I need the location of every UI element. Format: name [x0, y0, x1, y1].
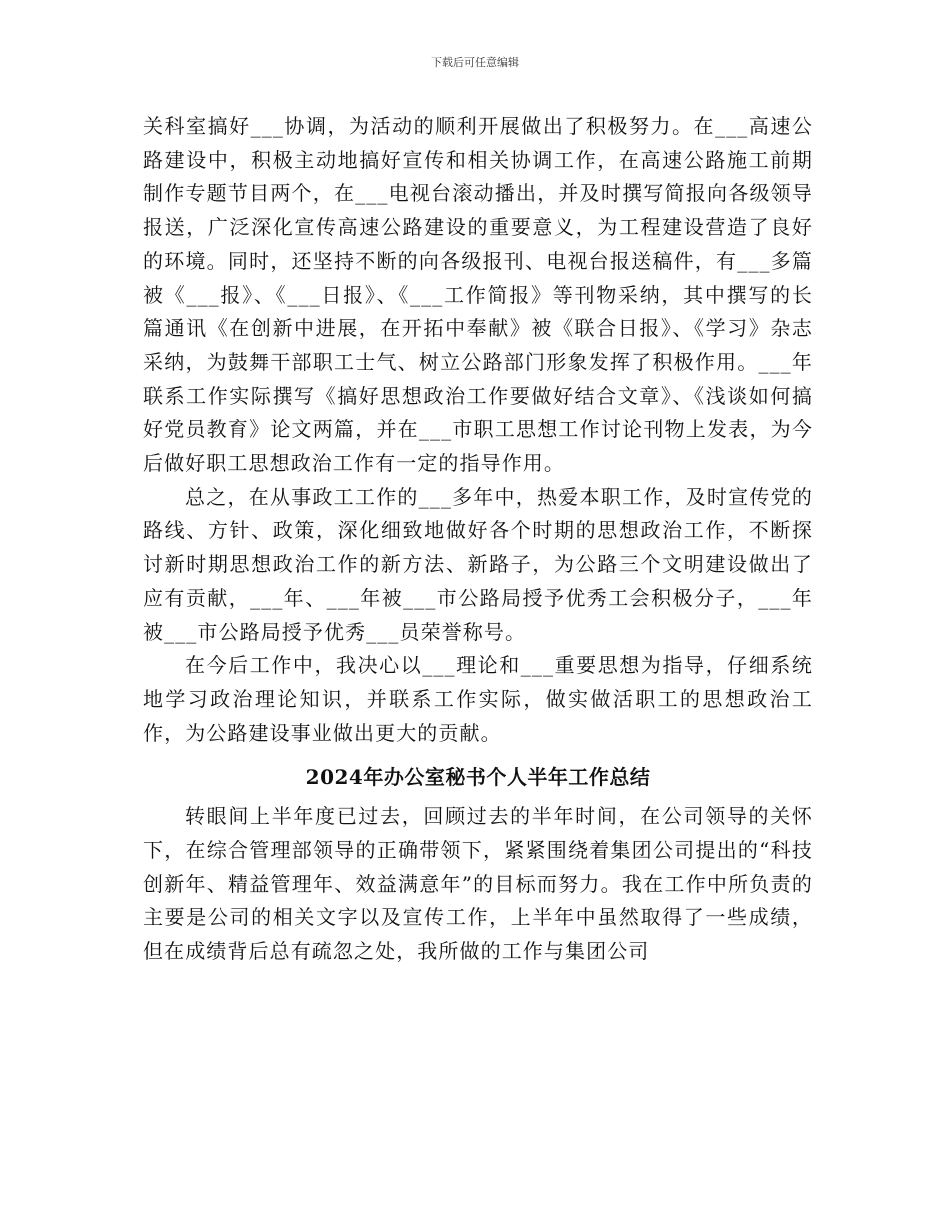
paragraph-section-intro: 转眼间上半年度已过去，回顾过去的半年时间，在公司领导的关怀下，在综合管理部领导的正确带领下，紧紧围绕着集团公司提出的“科技创新年、精益管理年、效益满意年”的目标而努力。我在工作中所负责的主要是公司的相关文字以及宣传工作，上半年中虽然取得了一些成绩，但在成绩背后总有疏忽之处，我所做的工作与集团公司: [143, 804, 813, 964]
paragraph-future: 在今后工作中，我决心以___理论和___重要思想为指导，仔细系统地学习政治理论知识，并联系工作实际，做实做活职工的思想政治工作，为公路建设事业做出更大的贡献。: [143, 653, 813, 745]
section-title: 2024年办公室秘书个人半年工作总结: [305, 765, 651, 790]
document-body: [143, 110, 813, 969]
page-header: 下载后可任意编辑: [431, 56, 519, 69]
paragraph-summary: 总之，在从事政工工作的___多年中，热爱本职工作，及时宣传党的路线、方针、政策，深化细致地做好各个时期的思想政治工作，不断探讨新时期思想政治工作的新方法、新路子，为公路三个文明建设做出了应有贡献，___年、___年被___市公路局授予优秀工会积极分子，___年被___市公路局授予优秀___员荣誉称号。: [143, 484, 813, 644]
paragraph-continuation: 关科室搞好___协调，为活动的顺利开展做出了积极努力。在___高速公路建设中，积极主动地搞好宣传和相关协调工作，在高速公路施工前期制作专题节目两个，在___电视台滚动播出，并及时撰写简报向各级领导报送，广泛深化宣传高速公路建设的重要意义，为工程建设营造了良好的环境。同时，还坚持不断的向各级报刊、电视台报送稿件，有___多篇被《___报》、《___日报》、《___工作简报》等刊物采纳，其中撰写的长篇通讯《在创新中进展，在开拓中奉献》被《联合日报》、《学习》杂志采纳，为鼓舞干部职工士气、树立公路部门形象发挥了积极作用。___年联系工作实际撰写《搞好思想政治工作要做好结合文章》、《浅谈如何搞好党员教育》论文两篇，并在___市职工思想工作讨论刊物上发表，为今后做好职工思想政治工作有一定的指导作用。: [143, 114, 813, 476]
